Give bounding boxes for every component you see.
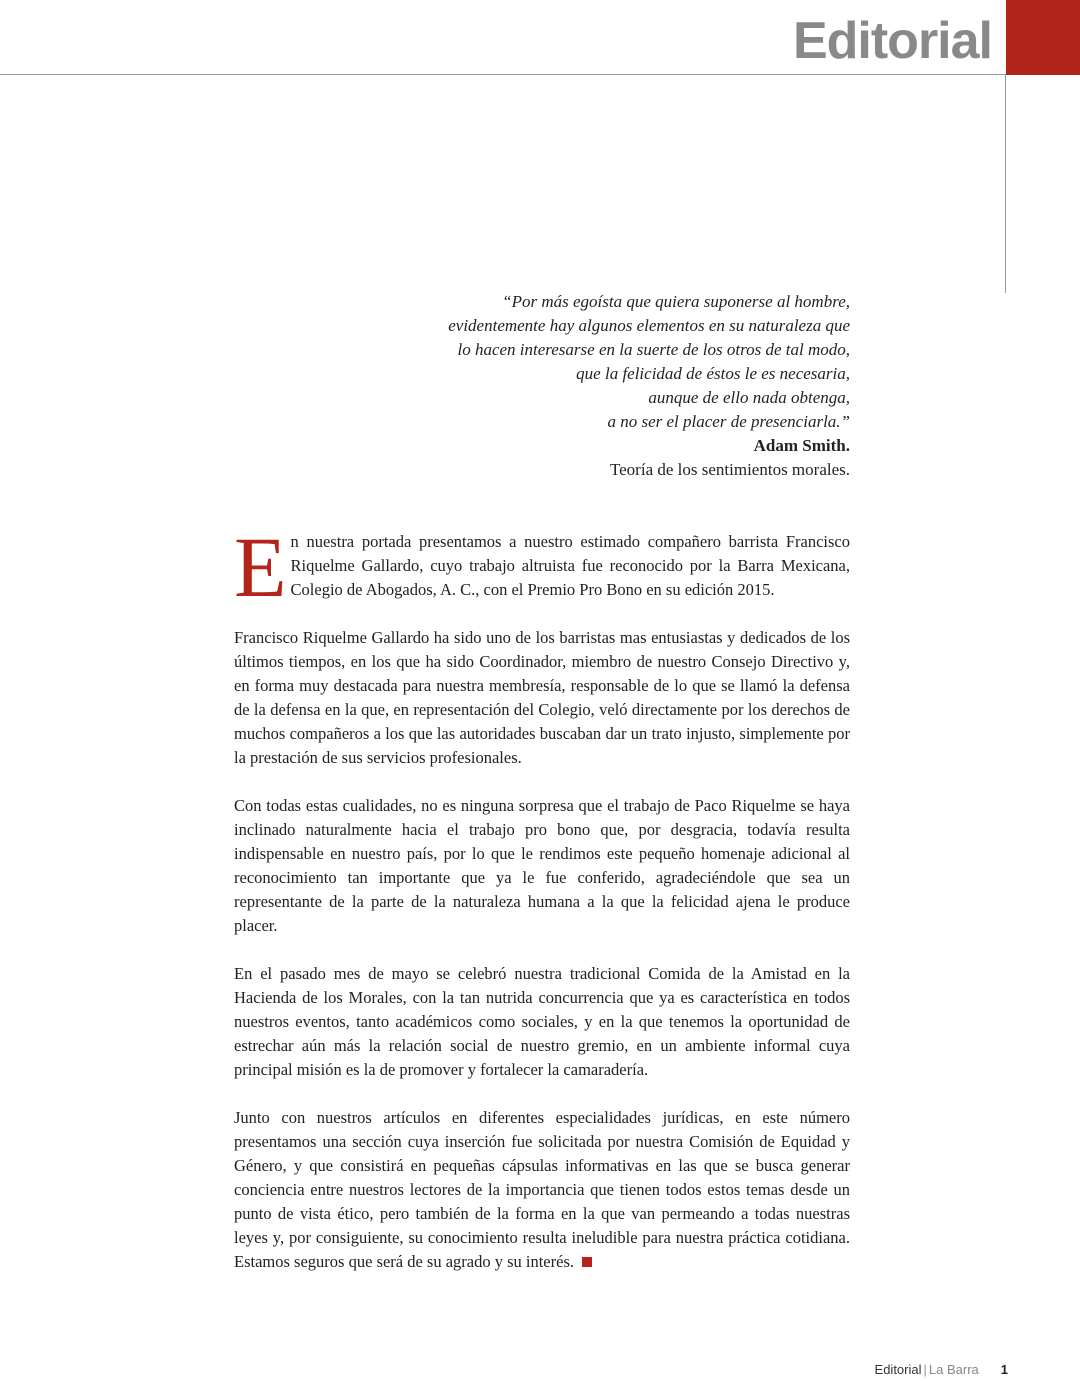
footer-section: Editorial <box>874 1362 922 1377</box>
quote-line: aunque de ello nada obtenga, <box>648 388 850 407</box>
article-paragraph: Francisco Riquelme Gallardo ha sido uno de los barristas mas entusiastas y dedicados de los últimos tiempos, en los que ha sido Coordinador, miembro de nuestro Consejo Directivo y, en forma muy destacada para nuestra membresía, responsable de lo que se llamó la defensa de la defensa en la que, en representación del Colegio, veló directamente por los derechos de muchos compañeros a los que las autoridades buscaban dar un trato injusto, simplemente por la prestación de sus servicios profesionales. <box>234 628 850 767</box>
quote-line: lo hacen interesarse en la suerte de los otros de tal modo, <box>457 340 850 359</box>
end-of-article-square-icon <box>582 1257 592 1267</box>
quote-line: “Por más egoísta que quiera suponerse al hombre, <box>502 292 850 311</box>
page-footer <box>875 1362 1008 1378</box>
paragraph-text: n nuestra portada presentamos a nuestro estimado compañero barrista Francisco Riquelme Gallardo, cuyo trabajo altruista fue reconocido por la Barra Mexicana, Colegio de Abogados, A. C., con el Premio Pro Bono en su edición 2015. <box>290 532 850 599</box>
header-accent-block <box>1006 0 1080 75</box>
quote-author: Adam Smith. <box>753 436 850 455</box>
footer-separator: | <box>923 1362 927 1377</box>
quote-line: que la felicidad de éstos le es necesaria, <box>576 364 850 383</box>
article-paragraph: Con todas estas cualidades, no es ninguna sorpresa que el trabajo de Paco Riquelme se haya inclinado naturalmente hacia el trabajo pro bono que, por desgracia, todavía resulta indispensable en nuestro país, por lo que le rendimos este pequeño homenaje adicional al reconocimiento tan importante que ya le fue conferido, agradeciéndole que sea un representante de la parte de la naturaleza humana a la que la felicidad ajena le produce placer. <box>234 796 850 935</box>
drop-cap: E <box>234 519 287 615</box>
page-number: 1 <box>1000 1362 1008 1377</box>
header-divider <box>0 74 1006 75</box>
page-title: Editorial <box>792 12 992 70</box>
article-paragraph: En el pasado mes de mayo se celebró nuestra tradicional Comida de la Amistad en la Hacienda de los Morales, con la tan nutrida concurrencia que ya es característica en todos nuestros eventos, tanto académicos como sociales, y en la que tenemos la oportunidad de estrechar aún más la relación social de nuestro gremio, en un ambiente informal cuya principal misión es la de promover y fortalecer la camaradería. <box>234 964 850 1079</box>
article-paragraph <box>234 1106 850 1274</box>
article-paragraph <box>234 519 850 615</box>
quote-line: a no ser el placer de presenciarla.” <box>607 412 850 431</box>
footer-magazine: La Barra <box>928 1362 979 1377</box>
quote-line: evidentemente hay algunos elementos en su naturaleza que <box>448 316 850 335</box>
epigraph-quote <box>380 290 850 482</box>
side-divider <box>1005 75 1006 293</box>
paragraph-text: Junto con nuestros artículos en diferentes especialidades jurídicas, en este número presentamos una sección cuya inserción fue solicitada por nuestra Comisión de Equidad y Género, y que consistirá en pequeñas cápsulas informativas en las que se busca generar conciencia entre nuestros lectores de la importancia que tienen todos estos temas desde un punto de vista ético, pero también de la forma en la que van permeando a todas nuestras leyes y, por consiguiente, su conocimiento resulta ineludible para nuestra práctica cotidiana. Estamos seguros que será de su agrado y su interés. <box>234 1108 850 1271</box>
article-body <box>234 519 850 1298</box>
quote-source: Teoría de los sentimientos morales. <box>609 460 850 479</box>
